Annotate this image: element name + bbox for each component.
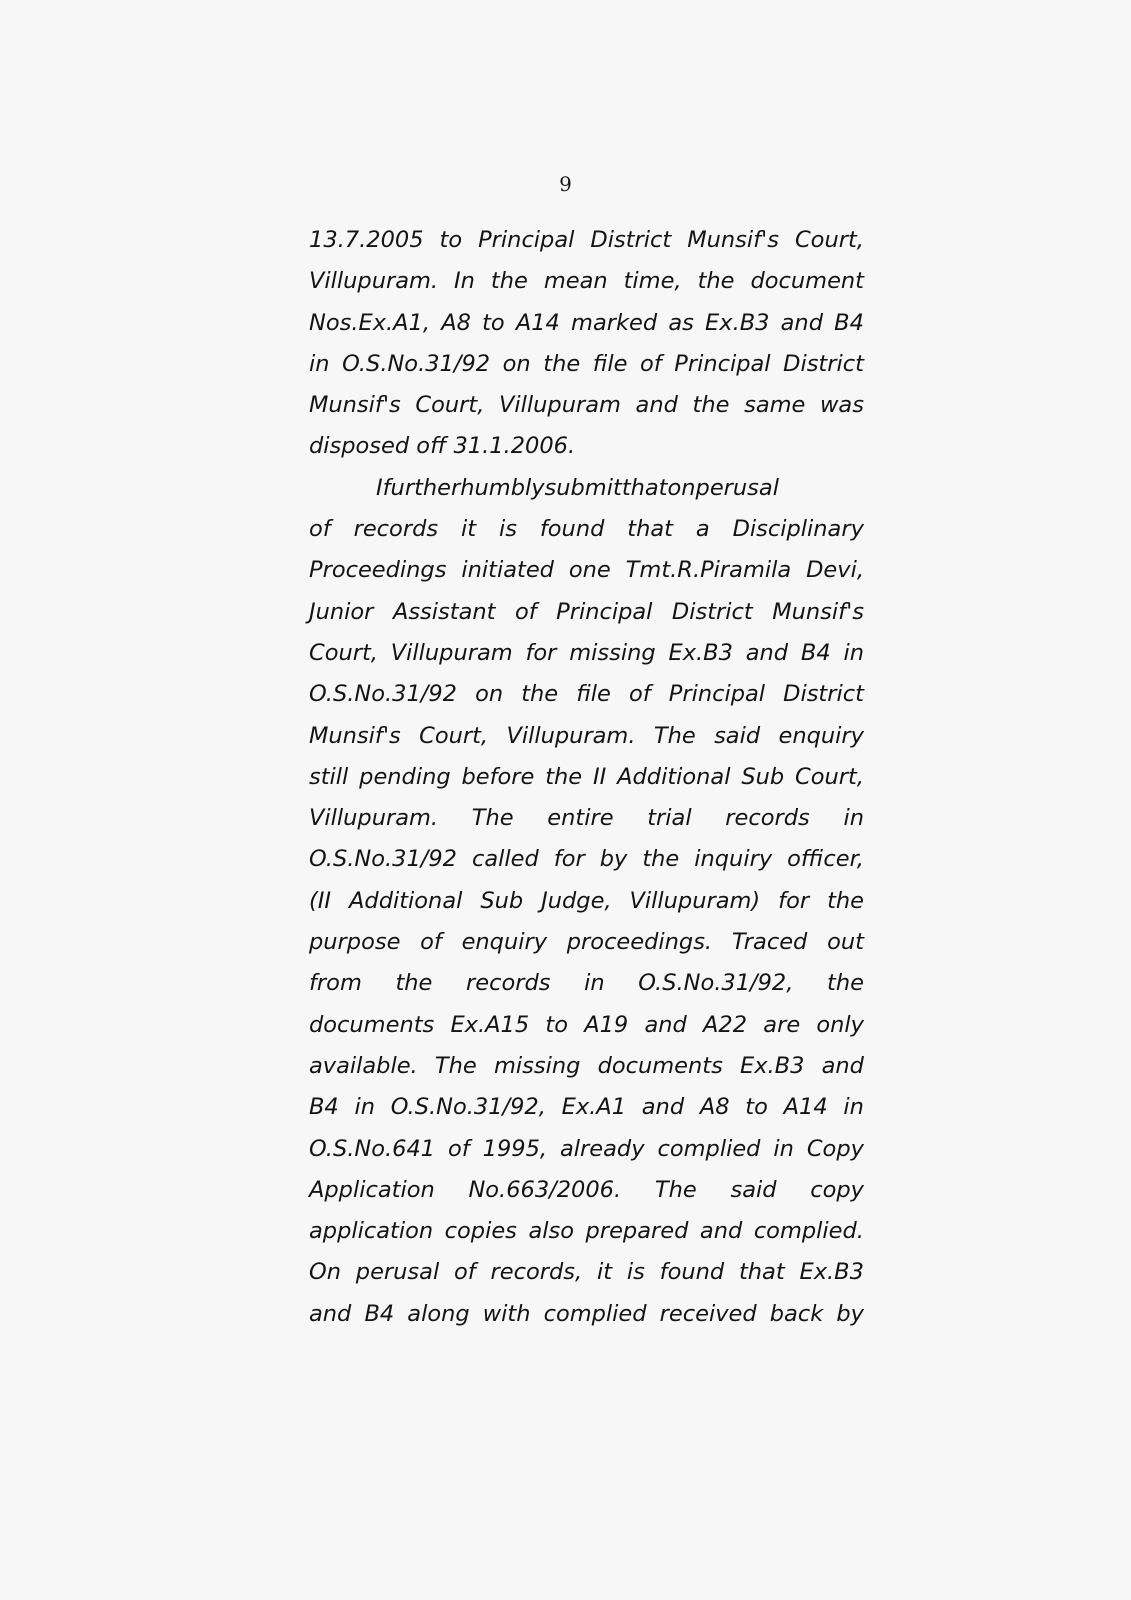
text-line: (II Additional Sub Judge, Villupuram) for the <box>309 887 864 914</box>
text-line: Application No.663/2006. The said copy <box>309 1176 864 1203</box>
text-line: of records it is found that a Disciplinary <box>309 516 864 543</box>
text-line: in O.S.No.31/92 on the file of Principal District <box>309 350 864 377</box>
text-line: Villupuram. The entire trial records in <box>309 805 864 832</box>
text-line: documents Ex.A15 to A19 and A22 are only <box>309 1011 864 1038</box>
text-line: O.S.No.31/92 called for by the inquiry officer, <box>309 846 864 873</box>
text-line: purpose of enquiry proceedings. Traced out <box>309 929 864 956</box>
text-line: Nos.Ex.A1, A8 to A14 marked as Ex.B3 and B4 <box>309 309 864 336</box>
page-number: 9 <box>559 172 572 196</box>
text-line: and B4 along with complied received back by <box>309 1300 864 1327</box>
text-line: O.S.No.31/92 on the file of Principal District <box>309 681 864 708</box>
text-line: Junior Assistant of Principal District Munsif's <box>309 598 864 625</box>
text-line: from the records in O.S.No.31/92, the <box>309 970 864 997</box>
text-line: Proceedings initiated one Tmt.R.Piramila Devi, <box>309 557 864 584</box>
document-body <box>309 220 864 1335</box>
text-line: O.S.No.641 of 1995, already complied in Copy <box>309 1135 864 1162</box>
text-line: On perusal of records, it is found that Ex.B3 <box>309 1259 864 1286</box>
text-line: available. The missing documents Ex.B3 and <box>309 1052 864 1079</box>
paragraph-end-line: disposed off 31.1.2006. <box>309 433 576 460</box>
text-line: Villupuram. In the mean time, the document <box>309 268 864 295</box>
text-line: still pending before the II Additional Sub Court, <box>309 763 864 790</box>
text-line: B4 in O.S.No.31/92, Ex.A1 and A8 to A14 in <box>309 1094 864 1121</box>
text-line: Munsif's Court, Villupuram. The said enquiry <box>309 722 864 749</box>
text-line: application copies also prepared and complied. <box>309 1218 864 1245</box>
text-line: Court, Villupuram for missing Ex.B3 and B4 in <box>309 639 864 666</box>
paragraph-start-line: I further humbly submit that on perusal <box>376 474 779 501</box>
text-line: Munsif's Court, Villupuram and the same was <box>309 392 864 419</box>
text-line: 13.7.2005 to Principal District Munsif's Court, <box>309 227 864 253</box>
